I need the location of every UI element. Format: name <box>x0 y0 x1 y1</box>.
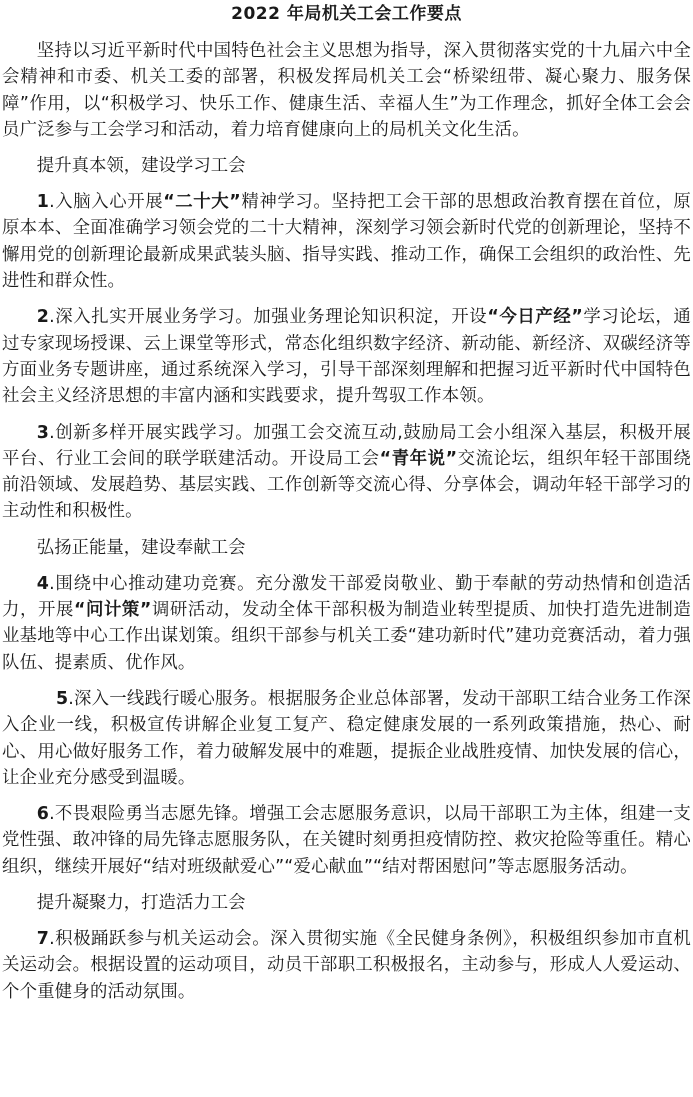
list-item <box>2 801 691 880</box>
item-text: .积极踊跃参与机关运动会。深入贯彻实施《全民健身条例》，积极组织参加市直机关运动会。根据设置的运动项目，动员干部职工积极报名，主动参与，形成人人爱运动、个个重健身的活动氛围。 <box>2 929 691 1002</box>
item-number: 3 <box>36 422 50 443</box>
list-item <box>2 189 691 294</box>
section-heading: 弘扬正能量，建设奉献工会 <box>36 537 246 558</box>
item-number: 1 <box>36 192 50 213</box>
list-item <box>2 926 691 1005</box>
section-heading: 提升真本领，建设学习工会 <box>36 156 246 177</box>
item-text: 精神学习。坚持把工会干部的思想政治教育摆在首位，原原本本、全面准确学习领会党的二十大精神，深刻学习领会新时代党的创新理论，坚持不懈用党的创新理论最新成果武装头脑、指导实践、推动工作，确保工会组织的政治性、先进性和群众性。 <box>2 192 691 292</box>
item-text: 交流论坛，组织年轻干部围绕前沿领域、发展趋势、基层实践、工作创新等交流心得、分享体会，调动年轻干部学习的主动性和积极性。 <box>2 448 691 522</box>
item-number: 4 <box>36 573 50 594</box>
list-item <box>2 571 691 676</box>
item-quote: “二十大” <box>163 192 241 213</box>
item-text: 学习论坛，通过专家现场授课、云上课堂等形式，常态化组织数字经济、新动能、新经济、双碳经济等方面业务专题讲座，通过系统深入学习，引导干部深刻理解和把握习近平新时代中国特色社会主义经济思想的丰富内涵和实践要求，提升驾驭工作本领。 <box>2 307 692 407</box>
item-text: .不畏艰险勇当志愿先锋。增强工会志愿服务意识，以局干部职工为主体，组建一支党性强、敢冲锋的局先锋志愿服务队，在关键时刻勇担疫情防控、救灾抢险等重任。精心组织，继续开展好“结对班级献爱心”“爱心献血”“结对帮困慰问”等志愿服务活动。 <box>2 804 691 877</box>
item-text: .深入一线践行暖心服务。根据服务企业总体部署，发动干部职工结合业务工作深入企业一线，积极宣传讲解企业复工复产、稳定健康发展的一系列政策措施，热心、耐心、用心做好服务工作，着力破解发展中的难题，提振企业战胜疫情、加快发展的信心，让企业充分感受到温暖。 <box>2 688 691 788</box>
intro-paragraph: 坚持以习近平新时代中国特色社会主义思想为指导，深入贯彻落实党的十九届六中全会精神和市委、机关工委的部署，积极发挥局机关工会“桥梁纽带、凝心聚力、服务保障”作用，以“积极学习、快乐工作、健康生活、幸福人生”为工作理念，抓好全体工会会员广泛参与工会学习和活动，着力培育健康向上的局机关文化生活。 <box>2 41 691 140</box>
section-heading: 提升凝聚力，打造活力工会 <box>36 893 246 914</box>
item-text: .入脑入心开展 <box>49 192 164 213</box>
document-title: 2022 年局机关工会工作要点 <box>231 4 462 24</box>
item-text: 调研活动，发动全体干部积极为制造业转型提质、加快打造先进制造业基地等中心工作出谋划策。组织干部参与机关工委“建功新时代”建功竞赛活动，着力强队伍、提素质、优作风。 <box>2 600 691 673</box>
list-item <box>2 304 691 409</box>
item-quote: “今日产经” <box>487 307 583 328</box>
item-number: 2 <box>36 307 50 328</box>
list-item <box>2 420 691 525</box>
item-number: 7 <box>36 929 50 950</box>
list-item <box>2 686 691 791</box>
item-text: .深入扎实开展业务学习。加强业务理论知识积淀，开设 <box>49 307 488 328</box>
item-quote: “问计策” <box>73 600 152 621</box>
item-text: .围绕中心推动建功竞赛。充分激发干部爱岗敬业、勤于奉献的劳动热情和创造活力，开展 <box>2 573 691 621</box>
item-quote: “青年说” <box>379 448 458 469</box>
item-number: 6 <box>36 804 50 825</box>
item-number: 5 <box>55 688 69 709</box>
item-text: .创新多样开展实践学习。加强工会交流互动,鼓励局工会小组深入基层，积极开展平台、行业工会间的联学联建活动。开设局工会 <box>2 422 691 469</box>
